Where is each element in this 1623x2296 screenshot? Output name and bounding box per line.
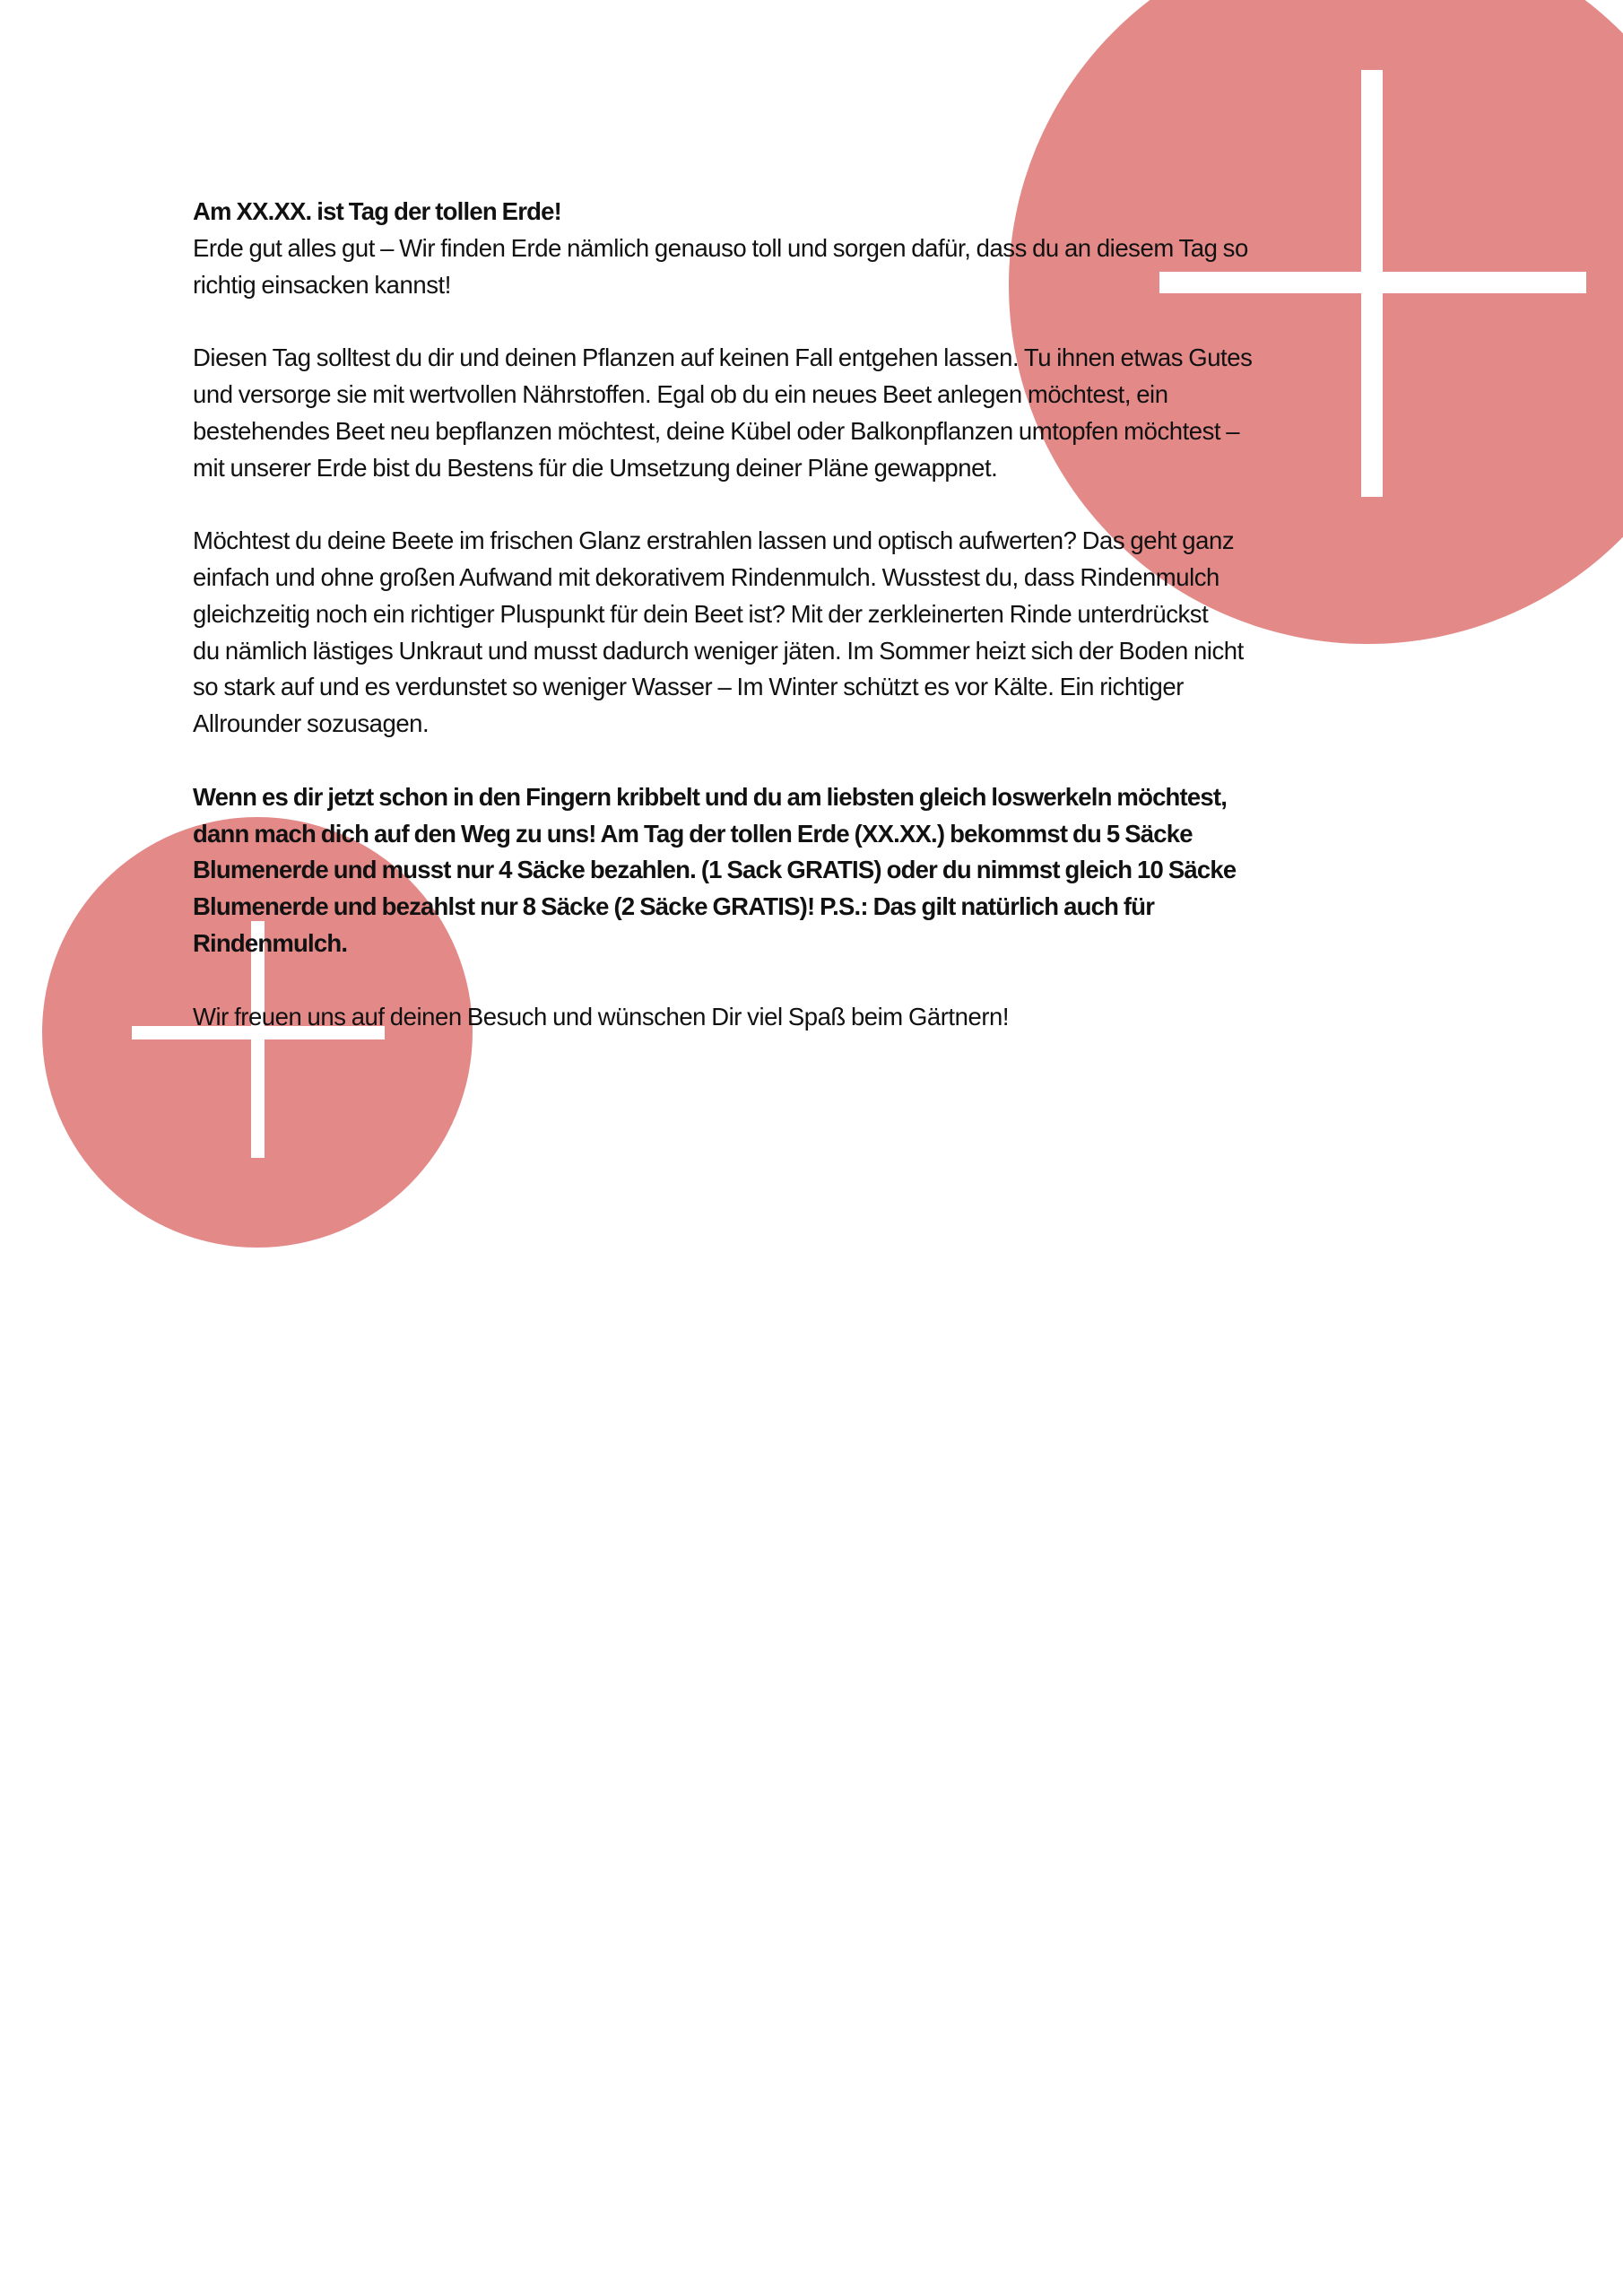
closing-line: Wir freuen uns auf deinen Besuch und wünschen Dir viel Spaß beim Gärtnern! [193,1002,1010,1031]
paragraph-line: du nämlich lästiges Unkraut und musst dadurch weniger jäten. Im Sommer heizt sich der Boden nicht [193,636,1244,665]
offer-line: Blumenerde und bezahlst nur 8 Säcke (2 Säcke GRATIS)! P.S.: Das gilt natürlich auch für [193,892,1155,921]
offer-line: dann mach dich auf den Weg zu uns! Am Tag der tollen Erde (XX.XX.) bekommst du 5 Säcke [193,819,1193,848]
paragraph-line: Allrounder sozusagen. [193,709,430,738]
paragraph-line: so stark auf und es verdunstet so weniger Wasser – Im Winter schützt es vor Kälte. Ein richtiger [193,673,1184,701]
paragraph-line: gleichzeitig noch ein richtiger Pluspunkt für dein Beet ist? Mit der zerkleinerten Rinde unterdrückst [193,599,1209,628]
offer-line: Rindenmulch. [193,928,348,957]
offer-line: Blumenerde und musst nur 4 Säcke bezahlen. (1 Sack GRATIS) oder du nimmst gleich 10 Säcke [193,856,1237,884]
offer-line: Wenn es dir jetzt schon in den Fingern kribbelt und du am liebsten gleich loswerkeln möchtest, [193,782,1228,811]
paragraph-line: einfach und ohne großen Aufwand mit dekorativem Rindenmulch. Wusstest du, dass Rindenmulch [193,562,1219,591]
intro-line: richtig einsacken kannst! [193,270,451,299]
headline: Am XX.XX. ist Tag der tollen Erde! [193,197,561,225]
paragraph-line: mit unserer Erde bist du Bestens für die Umsetzung deiner Pläne gewappnet. [193,453,998,482]
paragraph-line: und versorge sie mit wertvollen Nährstoffen. Egal ob du ein neues Beet anlegen möchtest, ein [193,379,1168,408]
paragraph-line: bestehendes Beet neu bepflanzen möchtest, deine Kübel oder Balkonpflanzen umtopfen möchtest – [193,416,1240,445]
paragraph-line: Diesen Tag solltest du dir und deinen Pflanzen auf keinen Fall entgehen lassen. Tu ihnen etwas Gutes [193,344,1253,372]
letter-body [193,194,1252,1035]
intro-line: Erde gut alles gut – Wir finden Erde nämlich genauso toll und sorgen dafür, dass du an diesem Tag so [193,233,1248,262]
paragraph-line: Möchtest du deine Beete im frischen Glanz erstrahlen lassen und optisch aufwerten? Das geht ganz [193,526,1235,555]
